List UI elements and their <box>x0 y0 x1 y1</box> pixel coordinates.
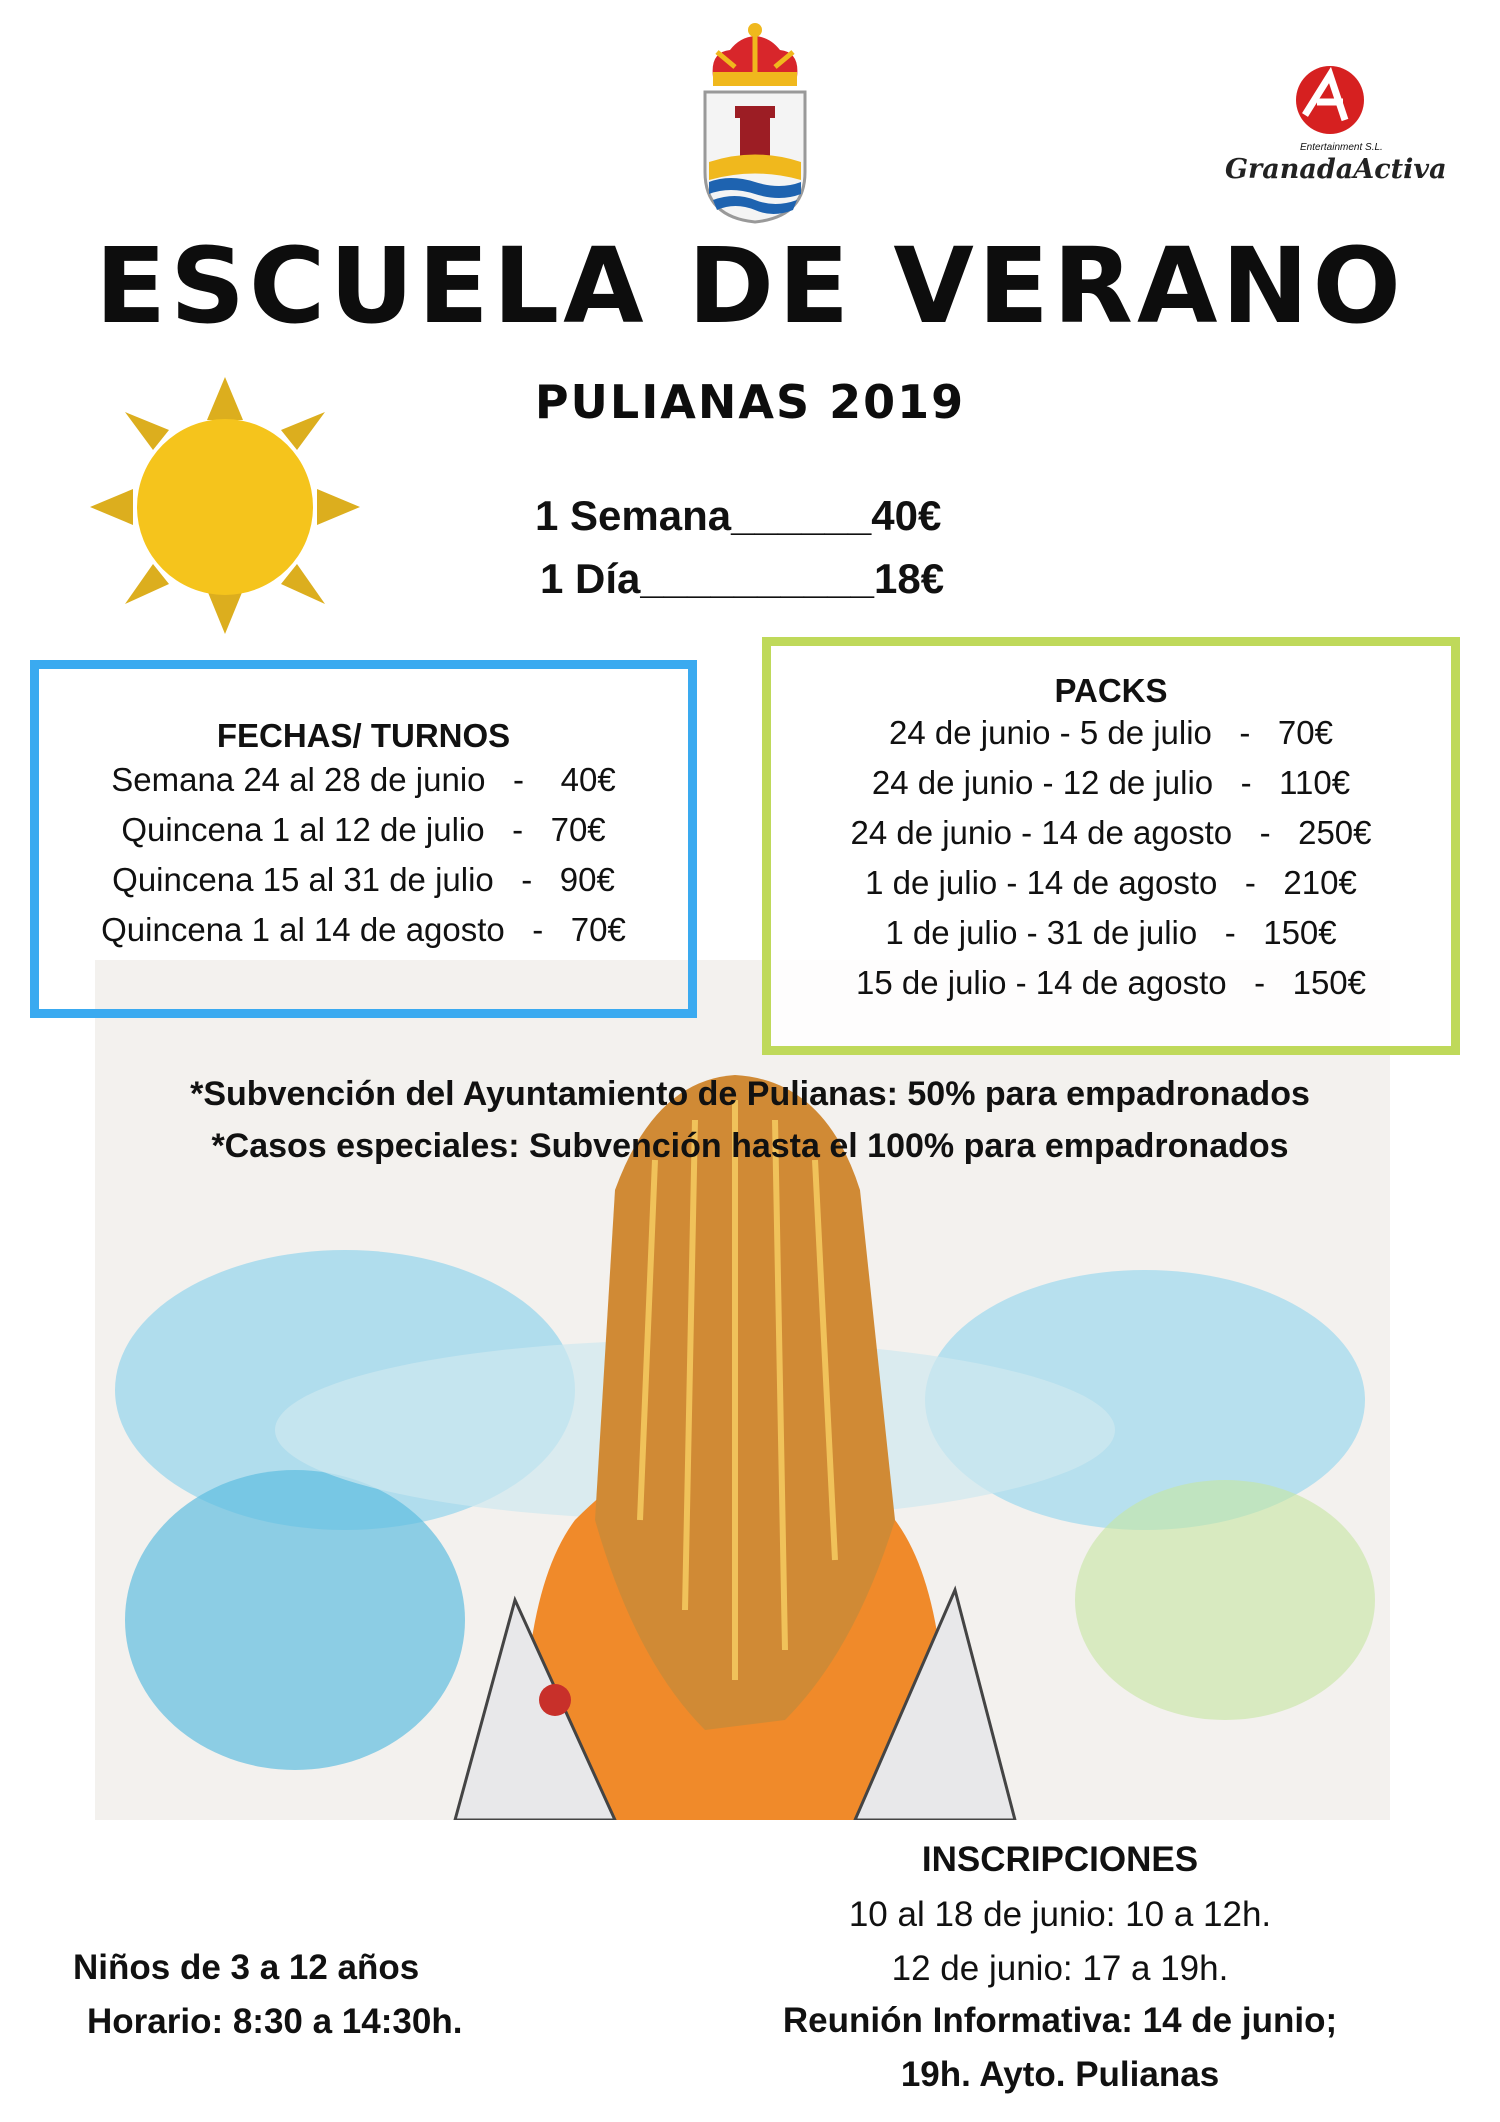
turnos-box <box>30 660 697 1018</box>
pack-row: 15 de julio - 14 de agosto - 150€ <box>855 964 1367 1001</box>
turnos-title: FECHAS/ TURNOS <box>216 717 511 754</box>
price-value: 40€ <box>871 492 942 539</box>
edades-text: Niños de 3 a 12 años <box>73 1948 420 1987</box>
inscripciones-block <box>700 1840 1420 2095</box>
price-label: 1 Día__________ <box>540 555 874 602</box>
brand-emblem-icon <box>1285 60 1375 140</box>
brand-tagline: Entertainment S.L. <box>1300 142 1383 153</box>
brand-name: GranadaActiva <box>1225 154 1447 185</box>
pack-row: 24 de junio - 14 de agosto - 250€ <box>850 814 1372 851</box>
turno-row: Semana 24 al 28 de junio - 40€ <box>111 761 616 798</box>
subvencion-line: *Subvención del Ayuntamiento de Pulianas: 50% para empadronados <box>190 1075 1310 1113</box>
reunion-place: 19h. Ayto. Pulianas <box>900 2055 1220 2094</box>
pack-row: 1 de julio - 31 de julio - 150€ <box>885 914 1337 951</box>
turno-row: Quincena 1 al 14 de agosto - 70€ <box>101 911 626 948</box>
page-subtitle: PULIANAS 2019 <box>534 375 966 429</box>
price-row-day <box>540 555 944 603</box>
granada-activa-logo <box>1225 60 1445 190</box>
sun-icon <box>85 372 365 642</box>
inscripciones-line: 10 al 18 de junio: 10 a 12h. <box>848 1895 1272 1934</box>
price-row-week <box>535 492 941 540</box>
packs-title: PACKS <box>1054 672 1168 709</box>
pack-row: 24 de junio - 5 de julio - 70€ <box>889 714 1333 751</box>
reunion-text: Reunión Informativa: 14 de junio; <box>782 2001 1338 2040</box>
subvencion-line: *Casos especiales: Subvención hasta el 100% para empadronados <box>211 1127 1289 1165</box>
horario-text: Horario: 8:30 a 14:30h. <box>87 2002 463 2041</box>
pack-row: 24 de junio - 12 de julio - 110€ <box>871 764 1351 801</box>
page-title: ESCUELA DE VERANO <box>95 225 1405 347</box>
pack-row: 1 de julio - 14 de agosto - 210€ <box>865 864 1357 901</box>
turno-row: Quincena 15 al 31 de julio - 90€ <box>112 861 615 898</box>
coat-of-arms-logo <box>695 22 815 227</box>
packs-box <box>762 637 1460 1055</box>
price-value: 18€ <box>873 555 945 602</box>
inscripciones-title: INSCRIPCIONES <box>921 1840 1199 1879</box>
price-label: 1 Semana______ <box>535 492 872 539</box>
turno-row: Quincena 1 al 12 de julio - 70€ <box>121 811 606 848</box>
inscripciones-line: 12 de junio: 17 a 19h. <box>891 1949 1229 1988</box>
